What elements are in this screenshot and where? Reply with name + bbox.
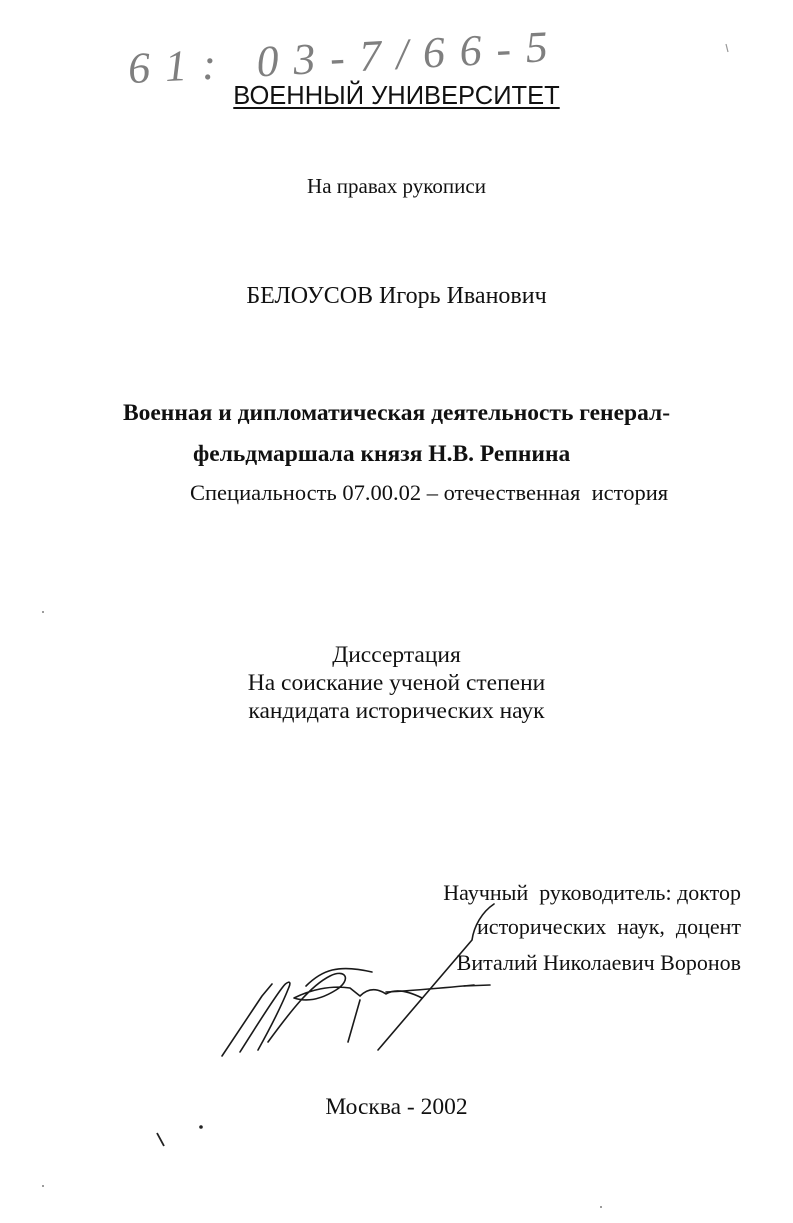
rights-note: На правах рукописи — [307, 174, 486, 198]
supervisor-line-1: Научный руководитель: доктор — [443, 880, 741, 905]
stray-dot — [42, 1185, 44, 1187]
handwritten-archive-number-text: 61: 03-7/66-5 — [126, 22, 549, 94]
work-type-line-3: кандидата исторических наук — [248, 698, 545, 724]
author-name: БЕЛОУСОВ Игорь Иванович — [246, 283, 547, 309]
stray-dot — [42, 611, 44, 613]
stray-dot — [199, 1125, 203, 1129]
stray-dot — [600, 1206, 602, 1208]
dissertation-title-line-1: Военная и дипломатическая деятельность генерал- — [122, 400, 671, 426]
dissertation-title-line-2: фельдмаршала князя Н.В. Репнина — [193, 441, 571, 467]
work-type-line-1: Диссертация — [332, 642, 461, 668]
stray-pen-mark — [157, 1133, 164, 1146]
work-type-line-2: На соискание ученой степени — [247, 670, 546, 696]
city-and-year: Москва - 2002 — [325, 1094, 468, 1120]
institution-heading: ВОЕННЫЙ УНИВЕРСИТЕТ — [233, 82, 560, 110]
supervisor-line-3: Виталий Николаевич Воронов — [456, 950, 741, 975]
speciality-line: Специальность 07.00.02 – отечественная история — [190, 480, 669, 505]
supervisor-line-2: исторических наук, доцент — [477, 914, 741, 939]
